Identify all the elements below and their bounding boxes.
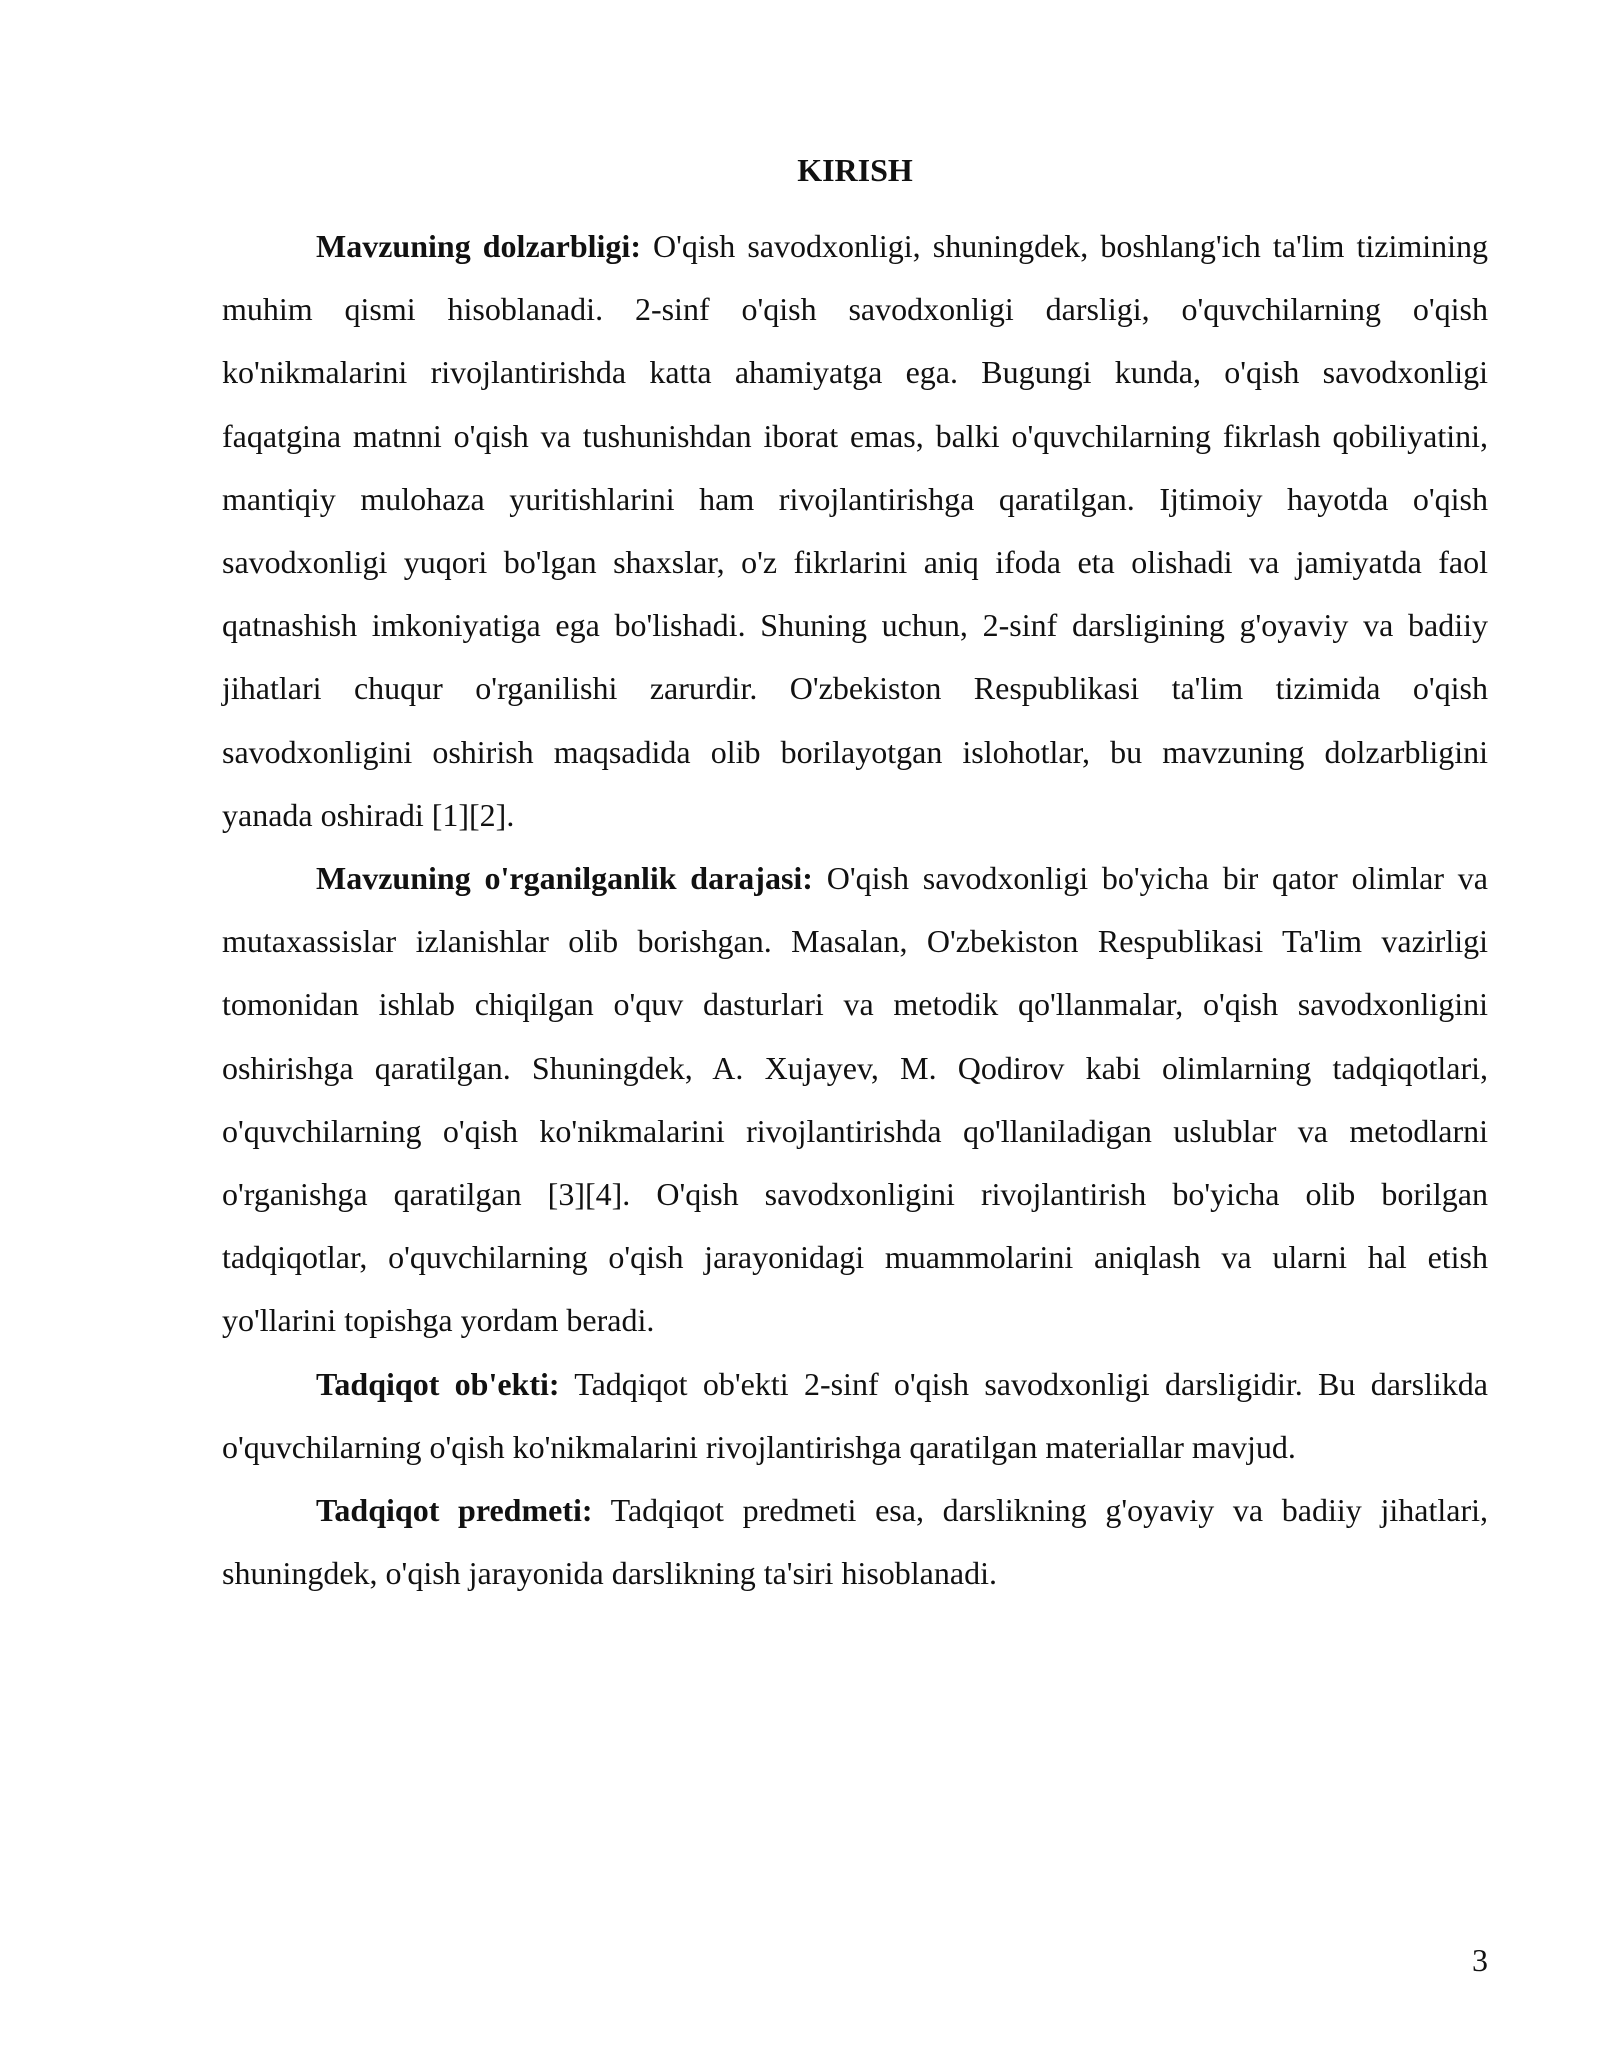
paragraph-label: Tadqiqot ob'ekti: xyxy=(316,1365,560,1402)
paragraph-label: Mavzuning dolzarbligi: xyxy=(316,228,641,264)
paragraph-text: O'qish savodxonligi bo'yicha bir qator olimlar va mutaxassislar izlanishlar olib borishgan. Masalan, O'zbekiston Respublikasi Ta'lim vazirligi tomonidan ishlab chiqilgan o'quv dasturlari va metodik qo'llanmalar, o'qish savodxonligini oshirishga qaratilgan. Shuningdek, A. Xujayev, M. Qodirov kabi olimlarning tadqiqotlari, o'quvchilarning o'qish ko'nikmalarini rivojlantirishda qo'llaniladigan uslublar va metodlarni o'rganishga qaratilgan [3][4]. O'qish savodxonligini rivojlantirish bo'yicha olib borilgan tadqiqotlar, o'quvchilarning o'qish jarayonidagi muammolarini aniqlash va ularni hal etish yo'llarini topishga yordam beradi. xyxy=(222,860,1489,1339)
paragraph-label: Mavzuning o'rganilganlik darajasi: xyxy=(316,860,813,897)
page-number: 3 xyxy=(1472,1942,1488,1978)
paragraph-text: Tadqiqot ob'ekti 2-sinf o'qish savodxonligi darsligidir. Bu darslikda o'quvchilarning o'qish ko'nikmalarini rivojlantirishga qaratilgan materiallar mavjud. xyxy=(222,1365,1489,1465)
page-content xyxy=(222,145,1488,1605)
paragraph-label: Tadqiqot predmeti: xyxy=(316,1492,593,1529)
paragraph-relevance xyxy=(222,215,1488,847)
page-heading: KIRISH xyxy=(797,152,913,188)
paragraph-research-subject xyxy=(222,1479,1488,1605)
paragraph-text: Tadqiqot predmeti esa, darslikning g'oyaviy va badiiy jihatlari, shuningdek, o'qish jarayonida darslikning ta'siri hisoblanadi. xyxy=(222,1492,1489,1592)
paragraph-study-level xyxy=(222,847,1488,1353)
paragraph-research-object xyxy=(222,1353,1488,1479)
paragraph-text: O'qish savodxonligi, shuningdek, boshlang'ich ta'lim tizimining muhim qismi hisoblanadi. 2-sinf o'qish savodxonligi darsligi, o'quvchilarning o'qish ko'nikmalarini rivojlantirishda katta ahamiyatga ega. Bugungi kunda, o'qish savodxonligi faqatgina matnni o'qish va tushunishdan iborat emas, balki o'quvchilarning fikrlash qobiliyatini, mantiqiy mulohaza yuritishlarini ham rivojlantirishga qaratilgan. Ijtimoiy hayotda o'qish savodxonligi yuqori bo'lgan shaxslar, o'z fikrlarini aniq ifoda eta olishadi va jamiyatda faol qatnashish imkoniyatiga ega bo'lishadi. Shuning uchun, 2-sinf darsligining g'oyaviy va badiiy jihatlari chuqur o'rganilishi zarurdir. O'zbekiston Respublikasi ta'lim tizimida o'qish savodxonligini oshirish maqsadida olib borilayotgan islohotlar, bu mavzuning dolzarbligini yanada oshiradi [1][2]. xyxy=(222,228,1489,833)
